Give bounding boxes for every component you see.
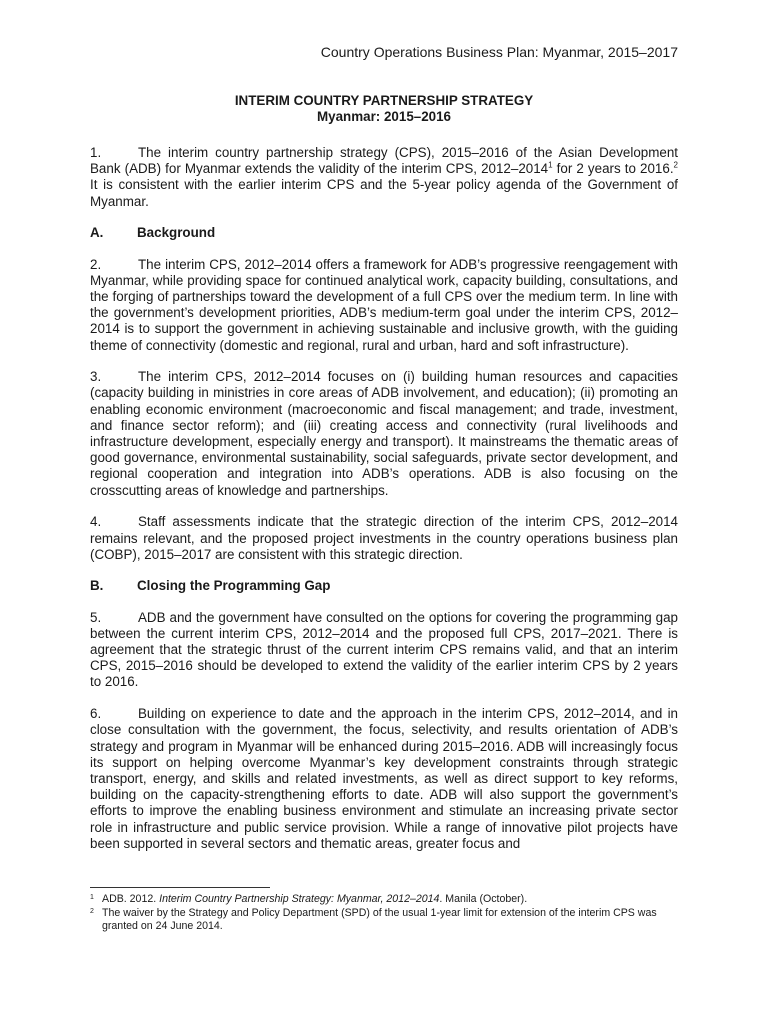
- section-heading-b: [90, 578, 678, 594]
- running-header: Country Operations Business Plan: Myanmar, 2015–2017: [320, 44, 678, 60]
- title-line-2: Myanmar: 2015–2016: [317, 109, 451, 124]
- paragraph-text: Building on experience to date and the approach in the interim CPS, 2012–2014, and in close consultation with the government, the focus, selectivity, and results orientation of ADB’s strategy and program in Myanmar will be enhanced during 2015–2016. ADB will increasingly focus its support on helping overcome Myanmar’s key development constraints through strategic transport, energy, and skills and related investments, as well as direct support to key reforms, building on the capacity-strengthening efforts to date. ADB will also support the government’s efforts to improve the enabling business environment and stimulate an increasing private sector role in infrastructure and public service provision. While a range of innovative pilot projects have been supported in several sectors and thematic areas, greater focus and: [90, 706, 678, 851]
- document-body: [90, 145, 678, 868]
- paragraph-5: [90, 610, 678, 691]
- footnote-ref-1[interactable]: 1: [548, 160, 553, 170]
- section-heading-a: [90, 225, 678, 241]
- paragraph-text: The interim country partnership strategy (CPS), 2015–2016 of the Asian Development Bank (ADB) for Myanmar extends the validity of the interim CPS, 2012–2014: [90, 145, 678, 177]
- section-letter: A.: [90, 225, 104, 241]
- paragraph-2: [90, 257, 678, 354]
- footnote-1: [90, 893, 678, 906]
- paragraph-6: [90, 706, 678, 852]
- paragraph-text: It is consistent with the earlier interim CPS and the 5-year policy agenda of the Government of Myanmar.: [90, 177, 678, 209]
- section-title: Background: [137, 225, 216, 241]
- footnote-citation-author: ADB. 2012.: [102, 893, 160, 905]
- section-title: Closing the Programming Gap: [137, 578, 331, 594]
- paragraph-3: [90, 369, 678, 499]
- paragraph-text: The interim CPS, 2012–2014 focuses on (i) building human resources and capacities (capacity building in ministries in core areas of ADB involvement, and education); (ii) promoting an enabling economic environment (macroeconomic and fiscal management; and trade, investment, and finance sector reform); and (iii) creating access and connectivity (rural livelihoods and infrastructure development, especially energy and transport). It mainstreams the thematic areas of good governance, environmental sustainability, social safeguards, private sector development, and regional cooperation and integration into ADB’s operations. ADB is also focusing on the crosscutting areas of knowledge and partnerships.: [90, 369, 678, 498]
- paragraph-text: ADB and the government have consulted on the options for covering the programming gap between the current interim CPS, 2012–2014 and the proposed full CPS, 2017–2021. There is agreement that the strategic thrust of the current interim CPS remains valid, and that an interim CPS, 2015–2016 should be developed to extend the validity of the earlier interim CPS by 2 years to 2016.: [90, 609, 678, 690]
- footnote-citation-tail: . Manila (October).: [439, 893, 528, 905]
- paragraph-text: for 2 years to 2016.: [552, 161, 674, 177]
- footnote-mark: 2: [90, 908, 94, 915]
- footnote-2: [90, 907, 678, 933]
- paragraph-number: 1.: [90, 145, 102, 160]
- paragraph-number: 4.: [90, 514, 102, 530]
- footnote-mark: 1: [90, 894, 94, 901]
- paragraph-text: The interim CPS, 2012–2014 offers a framework for ADB’s progressive reengagement with Myanmar, while providing space for continued analytical work, capacity building, consultations, and the forging of partnerships toward the development of a full CPS over the medium term. In line with the government’s development priorities, ADB’s medium-term goal under the interim CPS, 2012–2014 is to support the government in achieving sustainable and inclusive growth, with the guiding theme of connectivity (domestic and regional, rural and urban, hard and soft infrastructure).: [90, 256, 678, 353]
- paragraph-number: 2.: [90, 256, 102, 272]
- footnote-text: The waiver by the Strategy and Policy Department (SPD) of the usual 1-year limit for extension of the interim CPS was granted on 24 June 2014.: [102, 907, 657, 932]
- paragraph-text: Staff assessments indicate that the strategic direction of the interim CPS, 2012–2014 remains relevant, and the proposed project investments in the country operations business plan (COBP), 2015–2017 are consistent with this strategic direction.: [90, 514, 678, 562]
- footnote-divider: [90, 887, 270, 888]
- footnote-ref-2[interactable]: 2: [673, 160, 678, 170]
- footnote-text: [102, 893, 678, 906]
- title-line-1: INTERIM COUNTRY PARTNERSHIP STRATEGY: [234, 93, 534, 108]
- paragraph-number: 5.: [90, 609, 102, 625]
- section-letter: B.: [90, 578, 104, 594]
- footnote-citation-title: Interim Country Partnership Strategy: Myanmar, 2012–2014: [159, 893, 440, 905]
- paragraph-4: [90, 514, 678, 563]
- paragraph-1: [90, 145, 678, 210]
- paragraph-number: 6.: [90, 706, 102, 722]
- document-title: [90, 93, 678, 125]
- paragraph-number: 3.: [90, 369, 102, 385]
- footnotes: [90, 893, 678, 934]
